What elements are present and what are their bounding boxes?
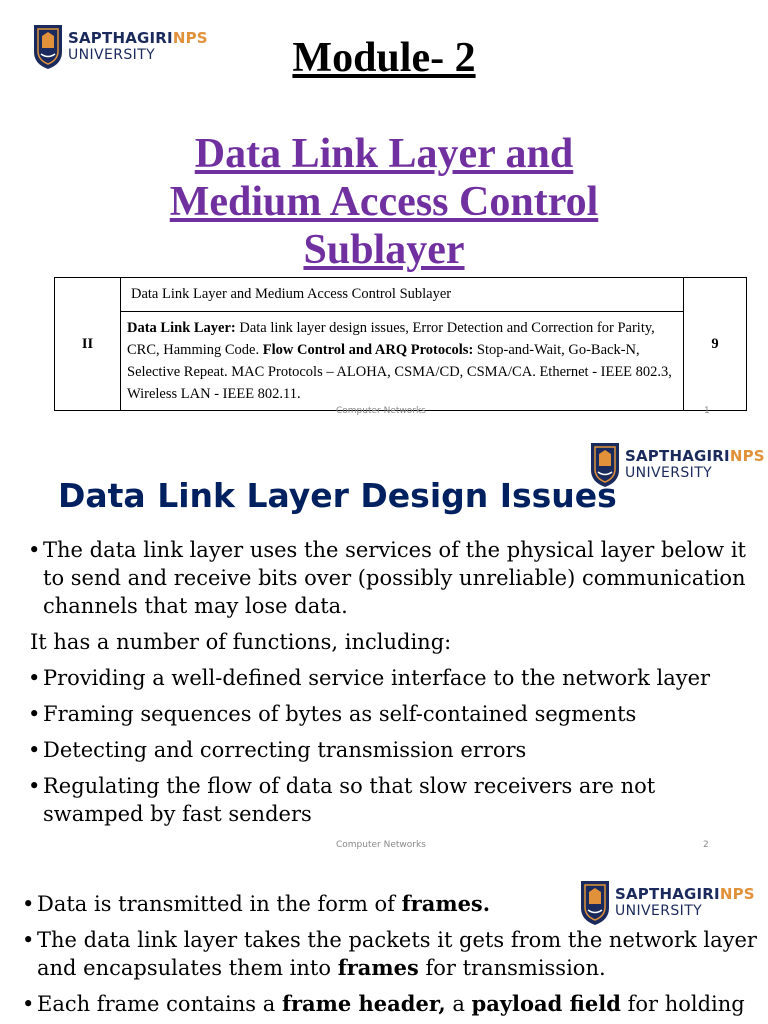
page-number: 2 [703, 840, 709, 850]
list-item [22, 890, 758, 918]
slide-2 [0, 432, 768, 864]
list-item: • Framing sequences of bytes as self-contained segments [28, 700, 758, 728]
slide-3 [0, 864, 768, 1024]
bullet-text: for holding [620, 992, 745, 1016]
syllabus-table [54, 277, 747, 411]
title-line: Data Link Layer and [194, 131, 574, 177]
intro-line: It has a number of functions, including: [30, 630, 452, 654]
bullet-emphasis: payload field [471, 991, 621, 1016]
footer-text: Computer Networks [336, 406, 426, 416]
bullet-list [28, 536, 758, 836]
table-heading-cell: Data Link Layer and Medium Access Control Sublayer [121, 278, 684, 312]
logo-subtitle: UNIVERSITY [68, 46, 156, 63]
list-item: • Regulating the flow of data so that slow receivers are not swamped by fast senders [28, 772, 758, 828]
list-item [22, 990, 758, 1018]
logo-name: SAPTHAGIRI [68, 28, 173, 47]
topic-text: Stop-and-Wait, Go-Back-N, Selective Repeat. MAC Protocols – ALOHA, CSMA/CD, CSMA/CA. Ethernet - IEEE 802.3, Wireless LAN - IEEE 802.11. [127, 342, 672, 402]
title-line: Sublayer [303, 227, 465, 273]
bullet-emphasis: frames [337, 955, 419, 980]
slide-heading: Data Link Layer Design Issues [58, 476, 617, 515]
logo-suffix: NPS [729, 446, 765, 465]
table-body-cell [121, 312, 684, 411]
slide-1 [0, 0, 768, 432]
bullet-text: a [445, 992, 472, 1016]
slide-title [0, 130, 768, 274]
page-number: 1 [704, 406, 710, 416]
bullet-text: Data is transmitted in the form of [37, 892, 402, 916]
bullet-text: for transmission. [418, 956, 606, 980]
topic-label: Flow Control and ARQ Protocols: [262, 342, 474, 358]
module-title: Module- 2 [292, 35, 476, 81]
footer-text: Computer Networks [336, 840, 426, 850]
bullet-text: The data link layer takes the packets it gets from the network layer and encapsulates them into [37, 928, 757, 980]
title-line: Medium Access Control [169, 179, 599, 225]
list-item: • Detecting and correcting transmission errors [28, 736, 758, 764]
bullet-list [22, 890, 758, 1024]
unit-cell: II [55, 278, 121, 411]
bullet-emphasis: frame header, [281, 991, 446, 1016]
logo-subtitle: UNIVERSITY [615, 902, 703, 919]
bullet-text: Each frame contains a [37, 992, 282, 1016]
logo-subtitle: UNIVERSITY [625, 464, 713, 481]
list-item: • The data link layer uses the services of the physical layer below it to send and receive bits over (possibly unreliable) communication channels that may lose data. [28, 536, 758, 620]
list-item: • Providing a well-defined service interface to the network layer [28, 664, 758, 692]
bullet-emphasis: frames. [401, 891, 491, 916]
topic-label: Data Link Layer: [127, 320, 236, 336]
logo-suffix: NPS [172, 28, 208, 47]
logo-suffix: NPS [719, 884, 755, 903]
topic-text: Data link layer design issues, Error Detection and Correction for Parity, CRC, Hamming Code. [127, 320, 655, 358]
list-item [22, 926, 758, 982]
logo-name: SAPTHAGIRI [625, 446, 730, 465]
logo-name: SAPTHAGIRI [615, 884, 720, 903]
hours-cell: 9 [684, 278, 747, 411]
